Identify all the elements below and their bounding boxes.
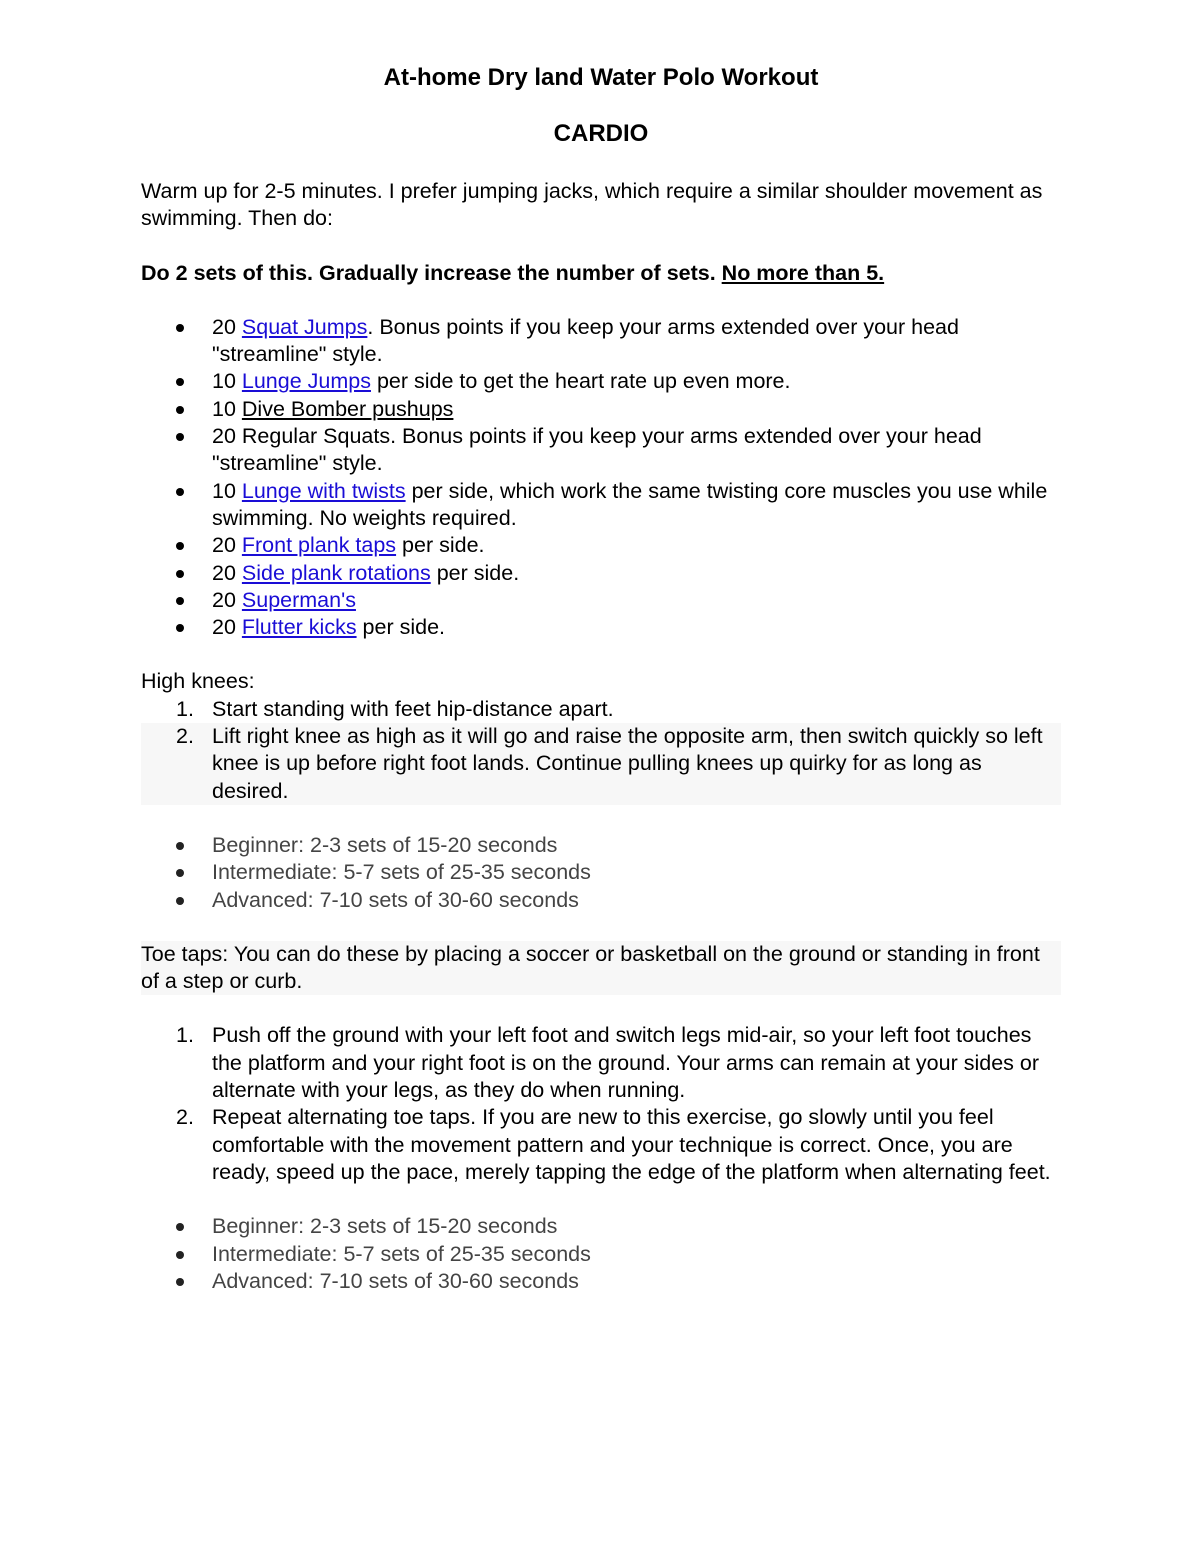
exercise-item: 20 Front plank taps per side.	[141, 532, 1061, 559]
exercise-item: 10 Lunge Jumps per side to get the heart rate up even more.	[141, 368, 1061, 395]
toe-taps-levels	[141, 1213, 1061, 1295]
level-item: Intermediate: 5-7 sets of 25-35 seconds	[141, 859, 1061, 886]
sets-emphasis: No more than 5.	[721, 260, 885, 285]
exercise-item: 10 Lunge with twists per side, which work the same twisting core muscles you use while swimming. No weights required.	[141, 478, 1061, 533]
high-knees-levels	[141, 832, 1061, 914]
exercise-link-flutter-kicks[interactable]: Flutter kicks	[241, 615, 357, 640]
exercise-item: 10 Dive Bomber pushups	[141, 396, 1061, 423]
high-knees-steps	[141, 696, 1061, 805]
exercise-item: 20 Flutter kicks per side.	[141, 614, 1061, 641]
exercise-link-front-plank-taps[interactable]: Front plank taps	[241, 533, 397, 558]
level-item: Advanced: 7-10 sets of 30-60 seconds	[141, 1268, 1061, 1295]
high-knees-label: High knees:	[141, 669, 255, 694]
document-title: At-home Dry land Water Polo Workout	[383, 64, 819, 91]
document-page	[141, 62, 1061, 1295]
exercise-item: 20 Side plank rotations per side.	[141, 560, 1061, 587]
exercise-link-side-plank-rotations[interactable]: Side plank rotations	[241, 560, 431, 585]
section-heading: CARDIO	[553, 120, 649, 147]
level-item: Beginner: 2-3 sets of 15-20 seconds	[141, 832, 1061, 859]
toe-taps-step: 2. Repeat alternating toe taps. If you are new to this exercise, go slowly until you feel comfortable with the movement pattern and your technique is correct. Once, you are ready, speed up the pace, merely tapping the edge of the platform when alternating feet.	[176, 1105, 1051, 1184]
high-knees-step: 2. Lift right knee as high as it will go and raise the opposite arm, then switch quickly so left knee is up before right foot lands. Continue pulling knees up quirky for as long as desired.	[141, 723, 1061, 805]
exercise-item: 20 Superman's	[141, 587, 1061, 614]
exercise-item: 20 Squat Jumps. Bonus points if you keep your arms extended over your head "streamline" style.	[141, 314, 1061, 369]
exercise-list	[141, 314, 1061, 642]
sets-instruction	[141, 260, 1061, 287]
toe-taps-step: 1. Push off the ground with your left foot and switch legs mid-air, so your left foot touches the platform and your right foot is on the ground. Your arms can remain at your sides or alternate with your legs, as they do when running.	[176, 1023, 1040, 1103]
sets-text: Do 2 sets of this. Gradually increase the number of sets.	[141, 260, 722, 285]
level-item: Beginner: 2-3 sets of 15-20 seconds	[141, 1213, 1061, 1240]
level-item: Intermediate: 5-7 sets of 25-35 seconds	[141, 1241, 1061, 1268]
exercise-dive-bomber-pushups: Dive Bomber pushups	[241, 396, 454, 421]
exercise-link-squat-jumps[interactable]: Squat Jumps	[241, 314, 368, 339]
exercise-link-lunge-jumps[interactable]: Lunge Jumps	[241, 369, 371, 394]
warmup-paragraph: Warm up for 2-5 minutes. I prefer jumping jacks, which require a similar shoulder movement as swimming. Then do:	[141, 179, 1043, 231]
exercise-item: 20 Regular Squats. Bonus points if you keep your arms extended over your head "streamline" style.	[141, 423, 1061, 478]
toe-taps-intro: Toe taps: You can do these by placing a soccer or basketball on the ground or standing in front of a step or curb.	[141, 941, 1061, 996]
level-item: Advanced: 7-10 sets of 30-60 seconds	[141, 887, 1061, 914]
high-knees-step: 1. Start standing with feet hip-distance apart.	[176, 696, 614, 721]
exercise-link-supermans[interactable]: Superman's	[241, 587, 356, 612]
toe-taps-steps	[141, 1022, 1061, 1186]
exercise-link-lunge-with-twists[interactable]: Lunge with twists	[241, 478, 406, 503]
